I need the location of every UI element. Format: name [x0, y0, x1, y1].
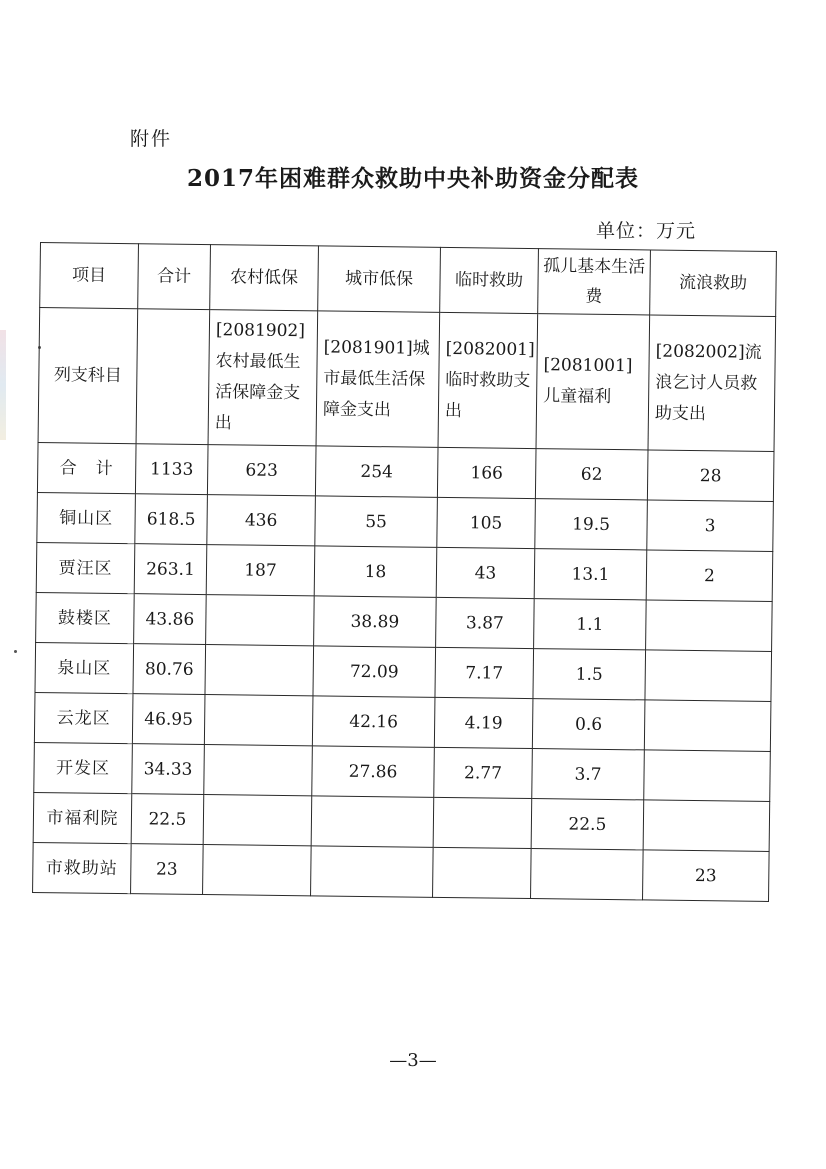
row-label: 市救助站: [33, 842, 132, 893]
table-cell: [645, 650, 772, 702]
table-row: [37, 442, 774, 501]
table-cell: 18: [314, 546, 437, 597]
table-cell: 72.09: [313, 646, 436, 697]
table-cell: 13.1: [534, 549, 647, 600]
table-cell: 3.7: [532, 749, 645, 800]
table-cell: 263.1: [134, 544, 207, 595]
table-cell: 1.5: [533, 649, 646, 700]
column-header: 孤儿基本生活费: [538, 249, 651, 315]
table-cell: 19.5: [535, 499, 648, 550]
table-cell: [203, 795, 312, 846]
table-row: [36, 542, 773, 601]
table-cell: 623: [207, 445, 316, 496]
table-cell: [205, 645, 314, 696]
table-row: [36, 592, 773, 651]
table-cell: [311, 846, 434, 897]
table-header-row: [40, 243, 777, 317]
subject-cell: [2082002]流浪乞讨人员救助支出: [648, 315, 776, 452]
table-cell: 618.5: [135, 494, 208, 545]
table-cell: [204, 745, 313, 796]
table-cell: [643, 800, 770, 852]
table-row: [37, 492, 774, 551]
table-cell: [644, 700, 771, 752]
table-cell: 23: [131, 844, 204, 895]
table-cell: 23: [643, 850, 770, 902]
table-cell: 38.89: [314, 596, 437, 647]
row-label: 鼓楼区: [36, 592, 135, 643]
table-cell: [433, 797, 532, 848]
table-cell: 62: [535, 449, 648, 500]
page-number: —3—: [389, 1050, 437, 1071]
table-cell: 7.17: [435, 647, 534, 698]
table-cell: 43: [436, 547, 535, 598]
table-cell: 436: [207, 495, 316, 546]
table-cell: 1.1: [534, 599, 647, 650]
table-cell: [206, 595, 315, 646]
table-row: [34, 692, 771, 751]
table-cell: 105: [437, 497, 536, 548]
row-label: 合 计: [37, 442, 136, 493]
table-row: [33, 792, 770, 851]
subject-cell: [2081001]儿童福利: [536, 314, 650, 450]
row-label: 开发区: [34, 742, 133, 793]
table-row: [35, 642, 772, 701]
table-cell: 34.33: [132, 744, 205, 795]
column-header: 城市低保: [318, 246, 441, 312]
attachment-label: 附件: [130, 128, 173, 150]
row-label: 铜山区: [37, 492, 136, 543]
table-cell: 0.6: [532, 699, 645, 750]
row-label: 市福利院: [33, 792, 132, 843]
table-cell: 28: [647, 450, 774, 502]
table-cell: 2: [646, 550, 773, 602]
table-row: [34, 742, 771, 801]
table-cell: 4.19: [434, 697, 533, 748]
table-cell: 42.16: [312, 696, 435, 747]
column-header: 临时救助: [440, 247, 539, 313]
table-cell: [311, 796, 434, 847]
table-body: [33, 442, 774, 901]
table-cell: 22.5: [531, 799, 644, 850]
unit-label: 单位：万元: [596, 220, 697, 242]
column-header: 合计: [138, 244, 211, 310]
subject-cell: [2082001]临时救助支出: [438, 312, 538, 448]
table-cell: [204, 695, 313, 746]
document-title: 2017年困难群众救助中央补助资金分配表: [186, 165, 639, 192]
table-cell: 43.86: [134, 594, 207, 645]
table-cell: [203, 845, 312, 896]
table-cell: 3: [647, 500, 774, 552]
column-header: 项目: [40, 243, 139, 309]
table-cell: 80.76: [133, 644, 206, 695]
table-cell: 187: [206, 545, 315, 596]
row-label: 泉山区: [35, 642, 134, 693]
allocation-table: [32, 242, 777, 902]
scan-margin-mark: [0, 330, 6, 440]
row-label: 云龙区: [34, 692, 133, 743]
table-cell: 254: [315, 446, 438, 497]
table-cell: [644, 750, 771, 802]
table-cell: 27.86: [312, 746, 435, 797]
table-cell: 3.87: [436, 597, 535, 648]
table-cell: [433, 847, 532, 898]
table-cell: [531, 849, 644, 900]
table-cell: 46.95: [132, 694, 205, 745]
table-cell: 166: [437, 447, 536, 498]
subject-label: 列支科目: [38, 308, 138, 444]
row-label: 贾汪区: [36, 542, 135, 593]
table-row: [33, 842, 770, 901]
column-header: 农村低保: [210, 245, 319, 311]
table-cell: [646, 600, 773, 652]
subject-cell: [136, 309, 210, 445]
table-cell: 2.77: [434, 747, 533, 798]
subject-cell: [2081901]城市最低生活保障金支出: [316, 311, 440, 447]
column-header: 流浪救助: [650, 250, 777, 317]
subject-cell: [2081902]农村最低生活保障金支出: [208, 310, 318, 446]
scan-speck: [14, 650, 17, 653]
subject-row: [38, 308, 776, 452]
table-cell: 22.5: [131, 794, 204, 845]
table-cell: 55: [315, 496, 438, 547]
table-cell: 1133: [135, 444, 208, 495]
